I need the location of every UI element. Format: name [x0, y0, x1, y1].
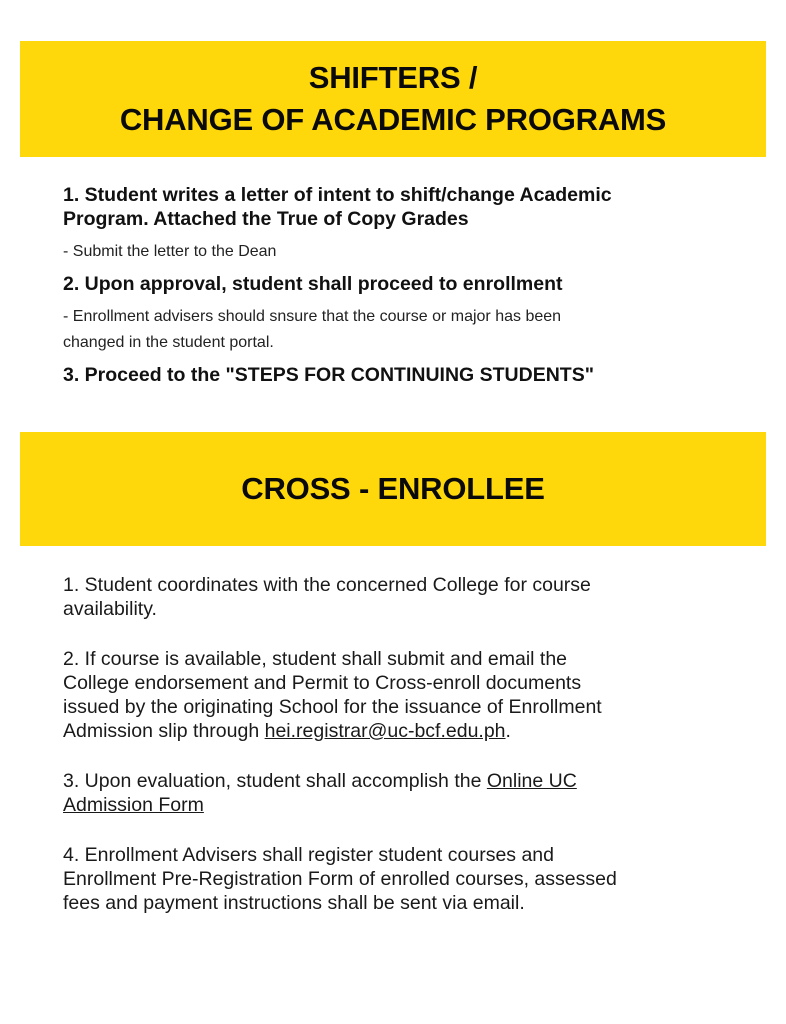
cross-item-4-line2: Enrollment Pre-Registration Form of enrolled courses, assessed [63, 868, 617, 890]
cross-item-4-line1: 4. Enrollment Advisers shall register student courses and [63, 844, 554, 866]
cross-item-1-line2: availability. [63, 598, 157, 620]
cross-item-2-line1: 2. If course is available, student shall submit and email the [63, 648, 568, 670]
cross-enrollee-steps [63, 573, 753, 915]
cross-item-2-period: . [505, 720, 511, 742]
registrar-email-link[interactable]: hei.registrar@uc-bcf.edu.ph [264, 720, 506, 742]
cross-item-4-line3: fees and payment instructions shall be sent via email. [63, 892, 525, 914]
step1-note: - Submit the letter to the Dean [63, 243, 277, 260]
cross-item-4 [63, 843, 753, 915]
cross-item-2-line4: Admission slip through [63, 720, 265, 742]
admission-form-link-part1[interactable]: Online UC [486, 770, 577, 792]
cross-item-2-line3: issued by the originating School for the issuance of Enrollment [63, 696, 602, 718]
step1-heading-line2: Program. Attached the True of Copy Grades [63, 208, 469, 230]
cross-item-1 [63, 573, 753, 621]
step1-heading [63, 183, 743, 231]
step3-heading: 3. Proceed to the "STEPS FOR CONTINUING STUDENTS" [63, 364, 594, 386]
cross-item-2 [63, 647, 753, 743]
shifters-banner [20, 41, 766, 157]
step2-heading: 2. Upon approval, student shall proceed to enrollment [63, 273, 563, 295]
cross-item-3-line1: 3. Upon evaluation, student shall accomplish the [63, 770, 487, 792]
shifters-steps [63, 183, 743, 387]
cross-item-3 [63, 769, 753, 817]
cross-enrollee-title: CROSS - ENROLLEE [241, 471, 545, 506]
step2-note [63, 304, 743, 356]
cross-enrollee-banner [20, 432, 766, 546]
step1-heading-line1: 1. Student writes a letter of intent to shift/change Academic [63, 184, 612, 206]
step2-note-line1: - Enrollment advisers should snsure that the course or major has been [63, 308, 562, 325]
cross-item-2-line2: College endorsement and Permit to Cross-enroll documents [63, 672, 582, 694]
shifters-title-line1: SHIFTERS / [308, 60, 478, 95]
step2-note-line2: changed in the student portal. [63, 334, 274, 351]
cross-item-1-line1: 1. Student coordinates with the concerned College for course [63, 574, 591, 596]
admission-form-link-part2[interactable]: Admission Form [63, 794, 204, 816]
shifters-title-line2: CHANGE OF ACADEMIC PROGRAMS [119, 102, 667, 137]
